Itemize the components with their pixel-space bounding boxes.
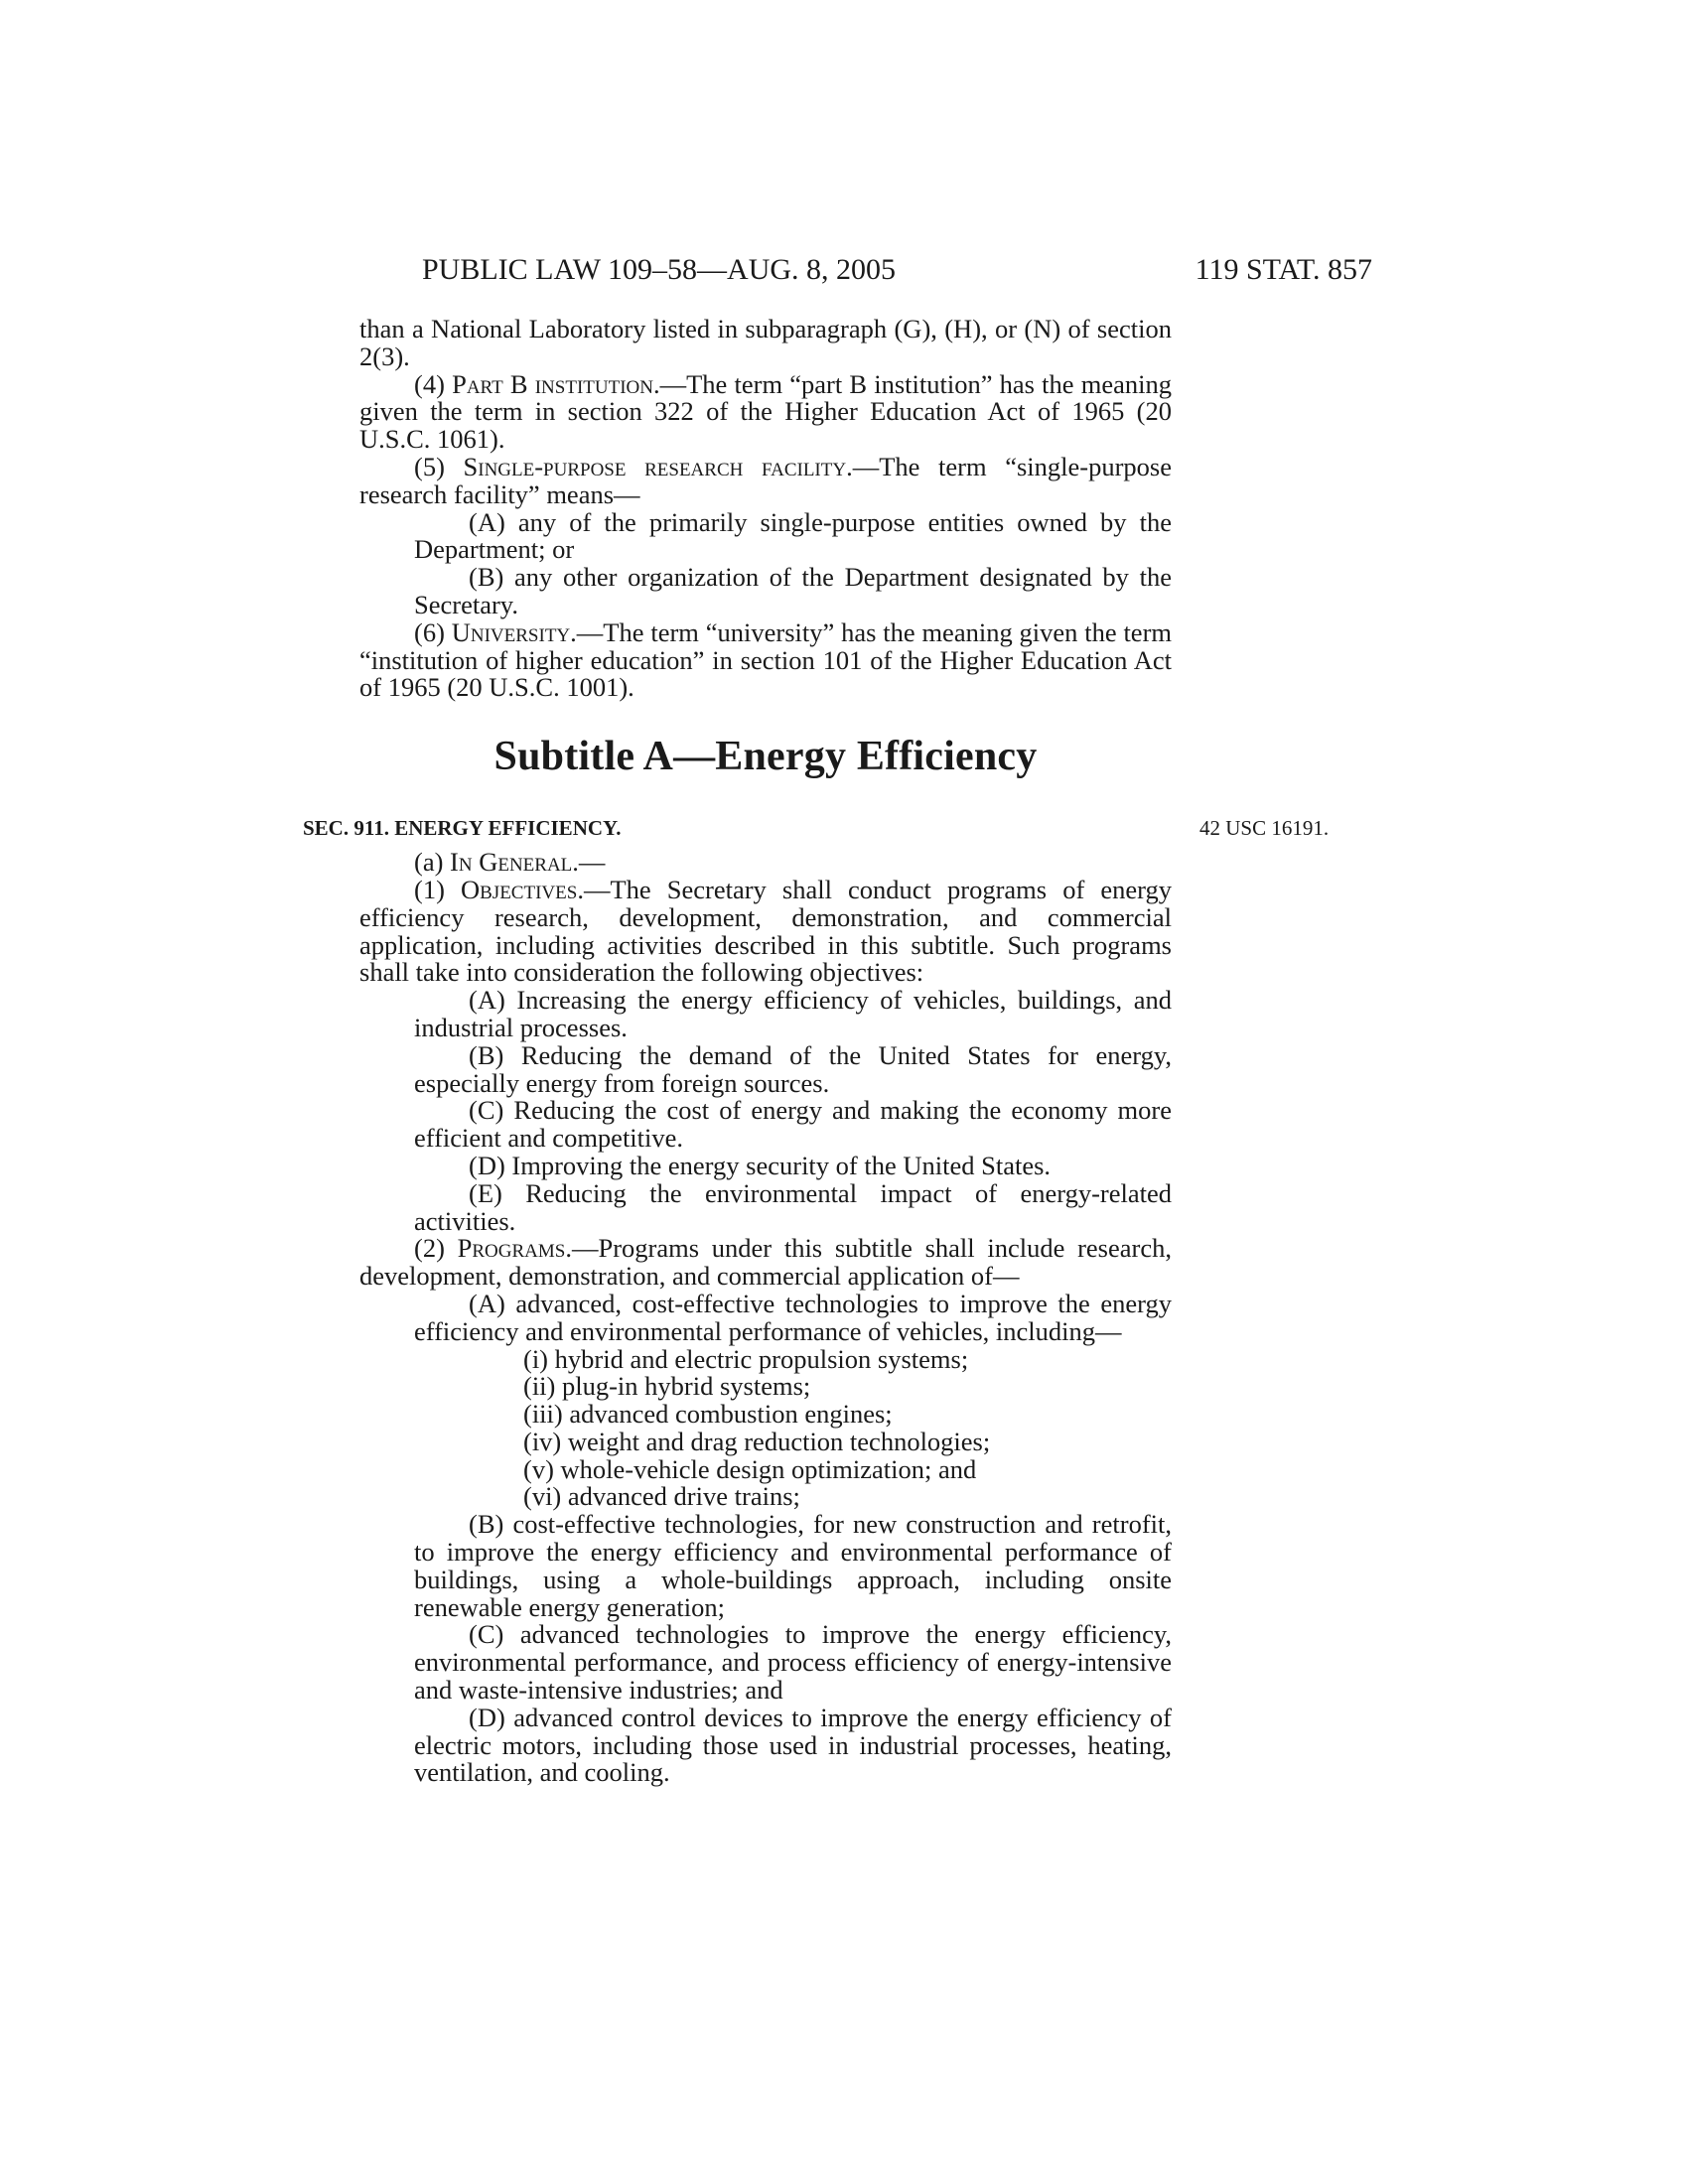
objective-item: (C) Reducing the cost of energy and making the economy more efficient and competitive.: [414, 1095, 1172, 1154]
vehicle-item: (vi) advanced drive trains;: [523, 1481, 800, 1512]
header-title: PUBLIC LAW 109–58—AUG. 8, 2005: [422, 253, 897, 286]
subtitle-heading: Subtitle A—Energy Efficiency: [493, 734, 1038, 780]
program-item: (A) advanced, cost-effective technologies to improve the energy efficiency and environmental performance of vehicles, including—: [414, 1288, 1172, 1346]
section-heading: SEC. 911. ENERGY EFFICIENCY.: [303, 816, 622, 841]
subsection-a-heading: (a) In General.—: [414, 847, 606, 878]
definition-single-purpose-facility: (5) Single-purpose research facility.—The term “single-purpose research facility” means—: [359, 451, 1172, 509]
objective-item: (D) Improving the energy security of the United States.: [469, 1150, 1052, 1180]
facility-item: (B) any other organization of the Department designated by the Secretary.: [414, 562, 1172, 619]
program-item: (B) cost-effective technologies, for new construction and retrofit, to improve the energy efficiency and environmental performance of buildings, using a whole-buildings approach, including onsite renewable energy generation;: [414, 1509, 1172, 1622]
program-item: (D) advanced control devices to improve the energy efficiency of electric motors, including those used in industrial processes, heating, ventilation, and cooling.: [414, 1702, 1172, 1788]
programs-paragraph: (2) Programs.—Programs under this subtitle shall include research, development, demonstration, and commercial application of—: [359, 1233, 1172, 1292]
definition-university: (6) University.—The term “university” has the meaning given the term “institution of higher education” in section 101 of the Higher Education Act of 1965 (20 U.S.C. 1001).: [359, 616, 1173, 703]
program-item: (C) advanced technologies to improve the energy efficiency, environmental performance, and process efficiency of energy-intensive and waste-intensive industries; and: [414, 1619, 1172, 1706]
definition-part-b-institution: (4) Part B institution.—The term “part B institution” has the meaning given the term in section 322 of the Higher Education Act of 1965 (20 U.S.C. 1061).: [359, 368, 1172, 455]
objective-item: (E) Reducing the environmental impact of energy-related activities.: [414, 1177, 1172, 1236]
vehicle-item: (iv) weight and drag reduction technologies;: [523, 1426, 991, 1456]
vehicle-item: (iii) advanced combustion engines;: [523, 1399, 893, 1430]
vehicle-item: (i) hybrid and electric propulsion systems;: [523, 1343, 969, 1374]
header-page-number: 119 STAT. 857: [1195, 253, 1372, 286]
vehicle-item: (v) whole-vehicle design optimization; and: [523, 1453, 977, 1484]
section-heading-row: [303, 813, 1330, 843]
objectives-paragraph: (1) Objectives.—The Secretary shall conduct programs of energy efficiency research, development, demonstration, and commercial application, including activities described in this subtitle. Such programs shall take into consideration the following objectives:: [359, 874, 1172, 988]
definition-term: Part B institution: [452, 368, 653, 399]
margin-citation: 42 USC 16191.: [1199, 816, 1330, 841]
definition-term: Single-purpose research facility: [463, 451, 847, 481]
definition-term: University: [451, 616, 571, 647]
objective-item: (A) Increasing the energy efficiency of vehicles, buildings, and industrial processes.: [414, 985, 1172, 1042]
facility-item: (A) any of the primarily single-purpose entities owned by the Department; or: [414, 506, 1172, 565]
objective-item: (B) Reducing the demand of the United States for energy, especially energy from foreign sources.: [414, 1039, 1172, 1098]
running-header: [422, 250, 1372, 290]
continuation-paragraph: than a National Laboratory listed in subparagraph (G), (H), or (N) of section 2(3).: [359, 314, 1172, 371]
page-body: [303, 314, 1330, 1788]
vehicle-item: (ii) plug-in hybrid systems;: [523, 1371, 811, 1402]
